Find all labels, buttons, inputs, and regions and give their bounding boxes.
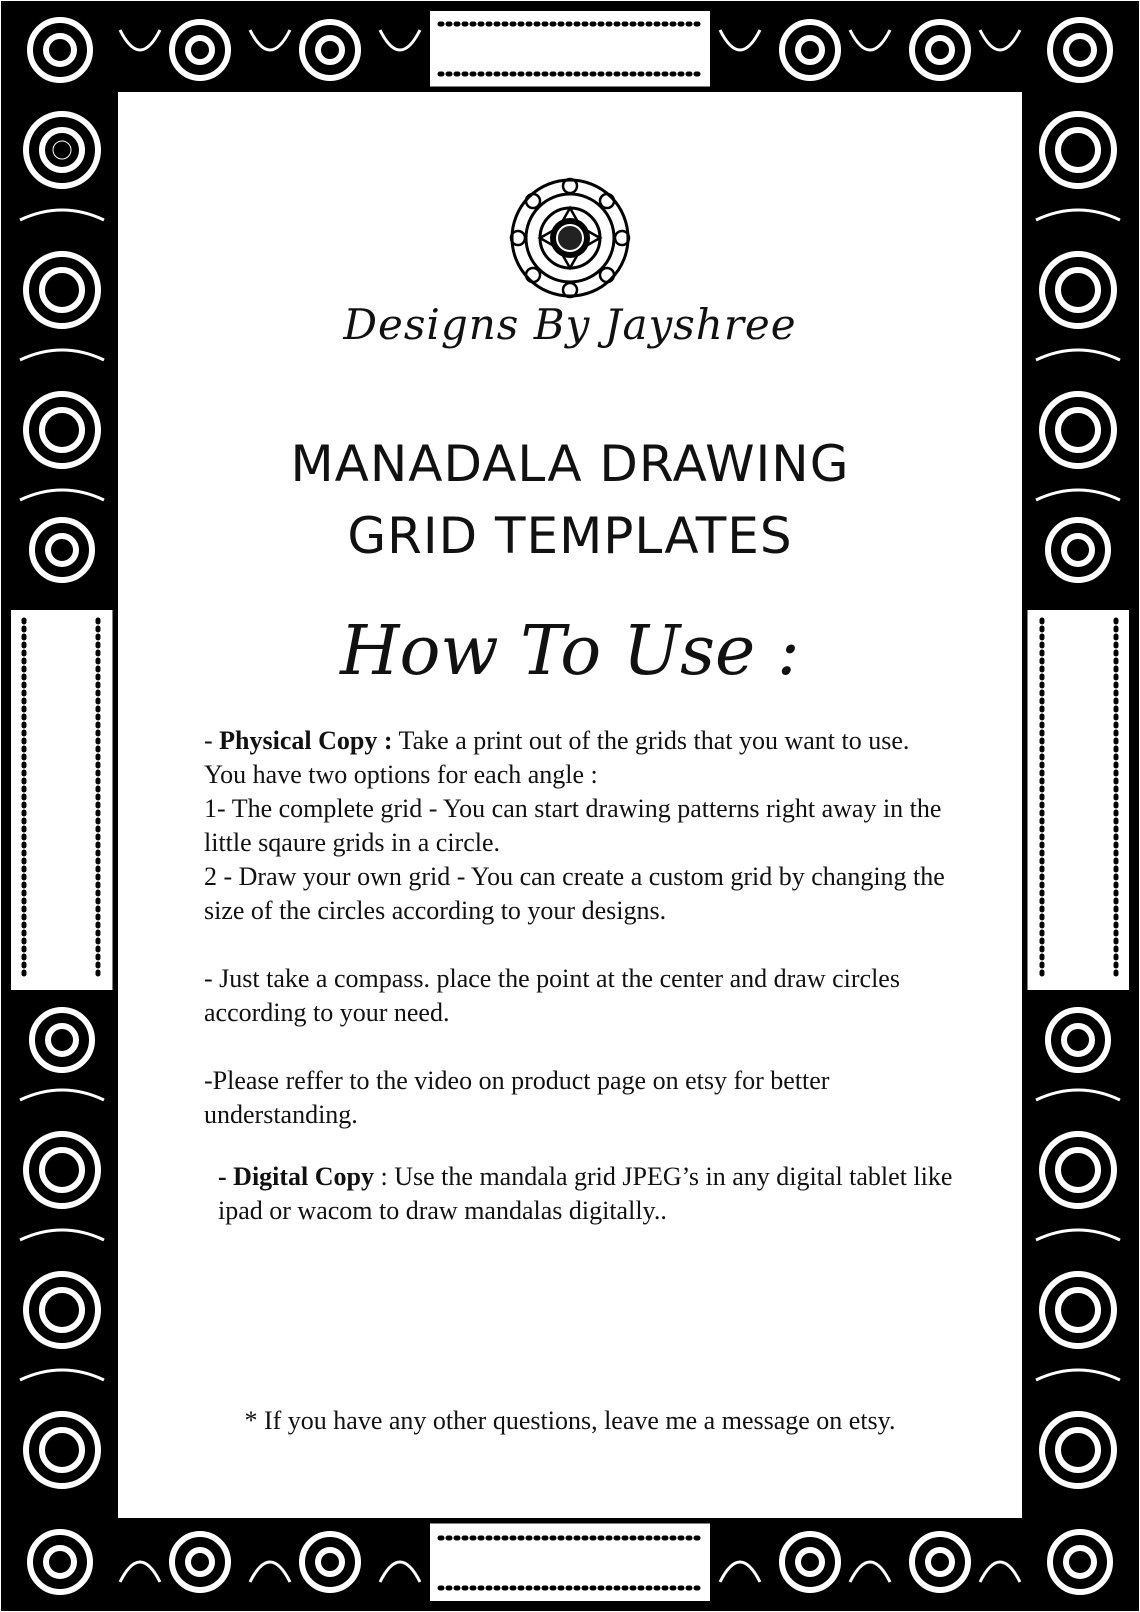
video-paragraph: -Please reffer to the video on product page on etsy for better understanding. xyxy=(204,1066,830,1129)
physical-copy-text: Take a print out of the grids that you want to use. xyxy=(392,726,910,755)
physical-copy-label: Physical Copy : xyxy=(219,726,393,755)
digital-prefix: - xyxy=(218,1162,234,1191)
mandala-logo-icon xyxy=(508,176,632,300)
page-title xyxy=(0,428,1140,572)
title-line-2: GRID TEMPLATES xyxy=(347,507,793,565)
instructions xyxy=(204,724,964,1228)
physical-copy-paragraph xyxy=(204,724,964,758)
physical-prefix: - xyxy=(204,726,220,755)
option-1: 1- The complete grid - You can start drawing patterns right away in the little sqaure grids in a circle. xyxy=(204,794,942,857)
compass-paragraph: - Just take a compass. place the point at the center and draw circles according to your need. xyxy=(204,964,900,1027)
option-2: 2 - Draw your own grid - You can create a custom grid by changing the size of the circles according to your designs. xyxy=(204,862,945,925)
options-intro: You have two options for each angle : xyxy=(204,760,598,789)
title-line-1: MANADALA DRAWING xyxy=(290,435,850,493)
how-to-use-heading: How To Use : xyxy=(340,612,800,691)
digital-copy-text: : Use the mandala grid JPEG’s in any digital tablet like ipad or wacom to draw mandalas digitally.. xyxy=(218,1162,953,1225)
brand-name: Designs By Jayshree xyxy=(343,300,797,349)
footnote: * If you have any other questions, leave me a message on etsy. xyxy=(244,1406,896,1435)
digital-copy-label: Digital Copy xyxy=(233,1162,375,1191)
digital-copy-paragraph xyxy=(204,1160,964,1228)
